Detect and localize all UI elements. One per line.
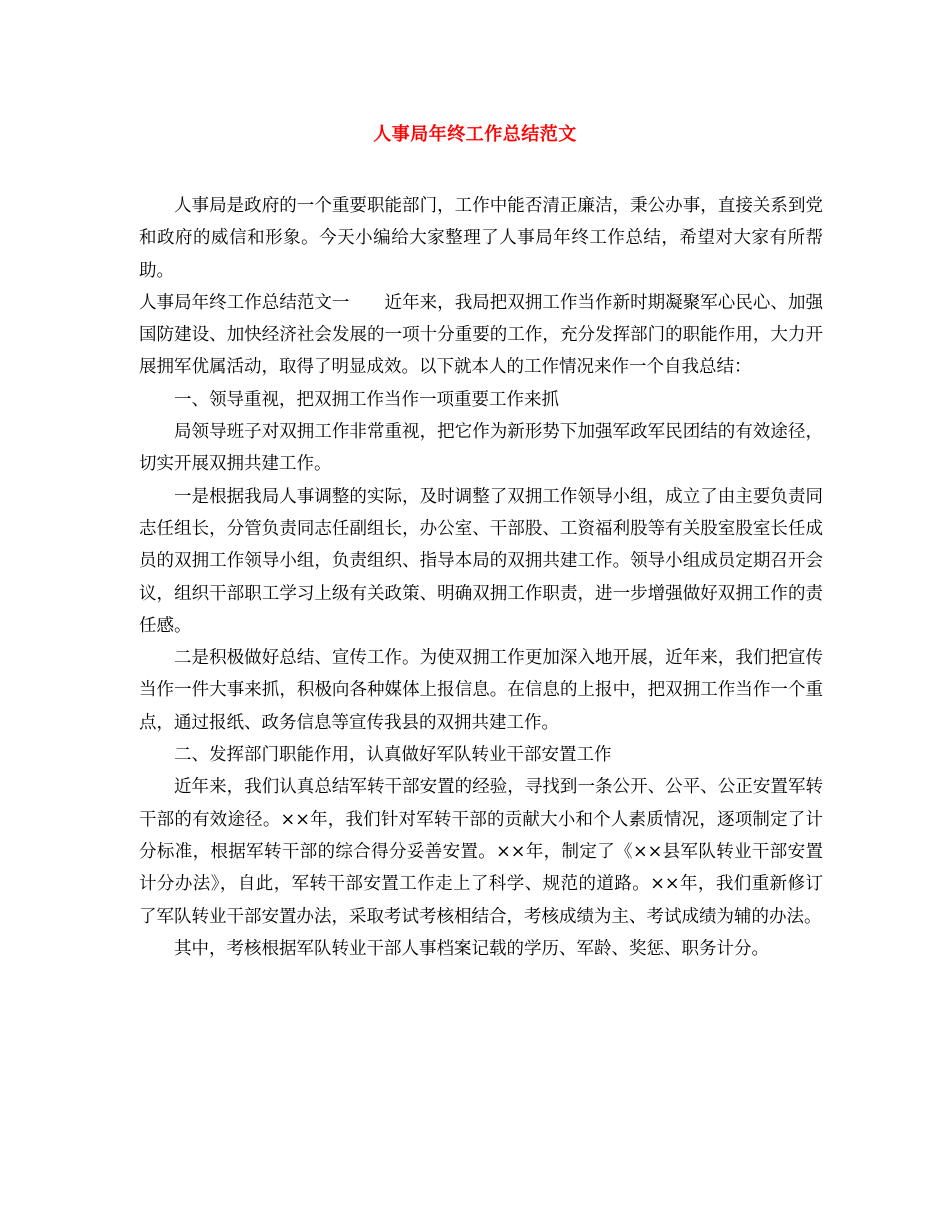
paragraph-leadership: 局领导班子对双拥工作非常重视，把它作为新形势下加强军政军民团结的有效途径，切实开展双拥共建工作。	[139, 422, 823, 475]
paragraph-heading-1: 一、领导重视，把双拥工作当作一项重要工作来抓	[174, 389, 559, 410]
paragraph-intro: 人事局是政府的一个重要职能部门，工作中能否清正廉洁，秉公办事，直接关系到党和政府的威信和形象。今天小编给大家整理了人事局年终工作总结，希望对大家有所帮助。	[139, 196, 823, 281]
paragraph-placement: 近年来，我们认真总结军转干部安置的经验，寻找到一条公开、公平、公正安置军转干部的有效途径。××年，我们针对军转干部的贡献大小和个人素质情况，逐项制定了计分标准，根据军转干部的综合得分妥善安置。××年，制定了《××县军队转业干部安置计分办法》，自此，军转干部安置工作走上了科学、规范的道路。××年，我们重新修订了军队转业干部安置办法，采取考试考核相结合，考核成绩为主、考试成绩为辅的办法。	[139, 777, 823, 927]
paragraph-heading-2: 二、发挥部门职能作用，认真做好军队转业干部安置工作	[174, 745, 612, 766]
paragraph-section-title: 人事局年终工作总结范文一 近年来，我局把双拥工作当作新时期凝聚军心民心、加强国防建设、加快经济社会发展的一项十分重要的工作，充分发挥部门的职能作用，大力开展拥军优属活动，取得了明显成效。以下就本人的工作情况来作一个自我总结：	[139, 292, 823, 378]
document-body	[139, 190, 823, 965]
document-title: 人事局年终工作总结范文	[373, 124, 577, 145]
paragraph-point-2: 二是积极做好总结、宣传工作。为使双拥工作更加深入地开展，近年来，我们把宣传当作一件大事来抓，积极向各种媒体上报信息。在信息的上报中，把双拥工作当作一个重点，通过报纸、政务信息等宣传我县的双拥共建工作。	[139, 648, 823, 733]
paragraph-assessment: 其中，考核根据军队转业干部人事档案记载的学历、军龄、奖惩、职务计分。	[174, 938, 769, 959]
paragraph-point-1: 一是根据我局人事调整的实际，及时调整了双拥工作领导小组，成立了由主要负责同志任组长，分管负责同志任副组长，办公室、干部股、工资福利股等有关股室股室长任成员的双拥工作领导小组，负责组织、指导本局的双拥共建工作。领导小组成员定期召开会议，组织干部职工学习上级有关政策、明确双拥工作职责，进一步增强做好双拥工作的责任感。	[139, 486, 823, 636]
